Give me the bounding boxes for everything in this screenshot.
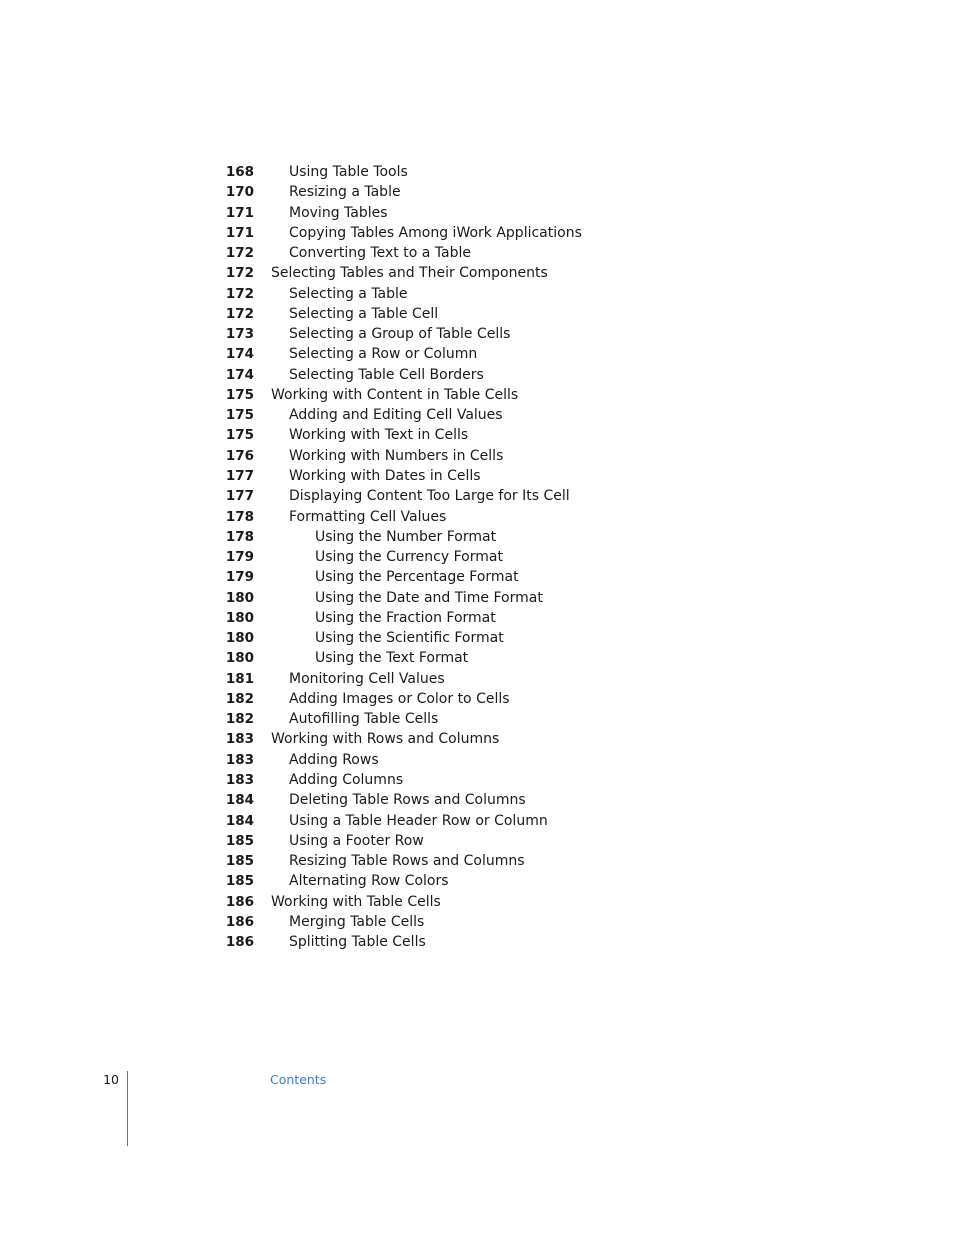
toc-title: Working with Text in Cells [289, 427, 469, 444]
toc-title: Using the Scientific Format [315, 630, 504, 647]
toc-title: Using the Fraction Format [315, 609, 496, 626]
toc-page-number: 170 [225, 184, 254, 201]
toc-page-number: 172 [225, 305, 254, 322]
toc-title: Selecting a Row or Column [289, 346, 478, 363]
toc-page-number: 182 [225, 711, 254, 728]
toc-page-number: 180 [225, 630, 254, 647]
toc-page-number: 186 [225, 893, 254, 910]
toc-title: Alternating Row Colors [289, 873, 449, 890]
toc-title: Selecting a Table Cell [289, 305, 439, 322]
toc-title: Converting Text to a Table [289, 245, 471, 262]
toc-entry[interactable] [0, 344, 954, 364]
toc-title: Formatting Cell Values [289, 508, 447, 525]
toc-entry[interactable] [0, 365, 954, 385]
toc-page-number: 177 [225, 467, 254, 484]
toc-title: Adding Images or Color to Cells [289, 690, 510, 707]
toc-title: Selecting Table Cell Borders [289, 366, 484, 383]
toc-page-number: 183 [225, 731, 254, 748]
toc-title: Selecting Tables and Their Components [271, 265, 548, 282]
toc-entry[interactable] [0, 203, 954, 223]
toc-title: Copying Tables Among iWork Applications [289, 224, 582, 241]
toc-page-number: 183 [225, 771, 254, 788]
toc-entry[interactable] [0, 304, 954, 324]
toc-title: Selecting a Group of Table Cells [289, 326, 511, 343]
toc-entry[interactable] [0, 790, 954, 810]
toc-title: Using the Text Format [315, 650, 469, 667]
toc-entry[interactable] [0, 608, 954, 628]
toc-entry[interactable] [0, 263, 954, 283]
toc-page-number: 186 [225, 934, 254, 951]
toc-entry[interactable] [0, 709, 954, 729]
toc-title: Adding Columns [289, 771, 404, 788]
toc-entry[interactable] [0, 182, 954, 202]
toc-page-number: 183 [225, 751, 254, 768]
toc-entry[interactable] [0, 446, 954, 466]
toc-title: Working with Table Cells [271, 893, 441, 910]
toc-page-number: 182 [225, 690, 254, 707]
toc-page-number: 178 [225, 528, 254, 545]
toc-entry[interactable] [0, 284, 954, 304]
toc-page-number: 171 [225, 204, 254, 221]
toc-page-number: 180 [225, 650, 254, 667]
toc-page-number: 186 [225, 913, 254, 930]
toc-page-number: 175 [225, 407, 254, 424]
toc-title: Resizing Table Rows and Columns [289, 853, 525, 870]
footer-page-number: 10 [103, 1072, 119, 1087]
toc-title: Using Table Tools [289, 164, 408, 180]
footer-divider [127, 1071, 128, 1146]
toc-entry[interactable] [0, 466, 954, 486]
toc-title: Using a Footer Row [289, 832, 424, 849]
toc-page-number: 181 [225, 670, 254, 687]
toc-page-number: 185 [225, 853, 254, 870]
toc-page-number: 178 [225, 508, 254, 525]
toc-entry[interactable] [0, 385, 954, 405]
toc-title: Autofilling Table Cells [289, 711, 439, 728]
toc-page-number: 185 [225, 873, 254, 890]
toc-title: Splitting Table Cells [289, 934, 426, 951]
toc-entry[interactable] [0, 486, 954, 506]
toc-entry[interactable] [0, 324, 954, 344]
table-of-contents [0, 162, 954, 952]
toc-page-number: 175 [225, 386, 254, 403]
toc-entry[interactable] [0, 162, 954, 182]
toc-entry[interactable] [0, 547, 954, 567]
toc-entry[interactable] [0, 669, 954, 689]
toc-entry[interactable] [0, 770, 954, 790]
toc-title: Using the Currency Format [315, 549, 503, 566]
toc-title: Using a Table Header Row or Column [289, 812, 548, 829]
toc-entry[interactable] [0, 648, 954, 668]
toc-page-number: 179 [225, 549, 254, 566]
toc-page-number: 174 [225, 366, 254, 383]
toc-title: Adding and Editing Cell Values [289, 407, 503, 424]
toc-title: Working with Rows and Columns [271, 731, 500, 748]
toc-title: Selecting a Table [289, 285, 408, 302]
toc-page-number: 177 [225, 488, 254, 505]
toc-title: Working with Numbers in Cells [289, 447, 504, 464]
toc-entry[interactable] [0, 628, 954, 648]
toc-entry[interactable] [0, 851, 954, 871]
toc-page-number: 172 [225, 245, 254, 262]
toc-entry[interactable] [0, 567, 954, 587]
toc-entry[interactable] [0, 527, 954, 547]
toc-entry[interactable] [0, 689, 954, 709]
toc-page-number: 180 [225, 609, 254, 626]
toc-entry[interactable] [0, 750, 954, 770]
toc-page-number: 180 [225, 589, 254, 606]
toc-page-number: 184 [225, 812, 254, 829]
toc-title: Using the Percentage Format [315, 569, 519, 586]
toc-title: Resizing a Table [289, 184, 401, 201]
toc-page-number: 176 [225, 447, 254, 464]
toc-entry[interactable] [0, 912, 954, 932]
toc-entry[interactable] [0, 932, 954, 952]
toc-entry[interactable] [0, 871, 954, 891]
toc-page-number: 172 [225, 285, 254, 302]
toc-page-number: 168 [225, 164, 254, 180]
toc-title: Merging Table Cells [289, 913, 425, 930]
toc-entry[interactable] [0, 588, 954, 608]
toc-page-number: 175 [225, 427, 254, 444]
toc-page-number: 174 [225, 346, 254, 363]
toc-entry[interactable] [0, 223, 954, 243]
toc-entry[interactable] [0, 405, 954, 425]
toc-page-number: 173 [225, 326, 254, 343]
toc-title: Deleting Table Rows and Columns [289, 792, 526, 809]
toc-title: Working with Dates in Cells [289, 467, 481, 484]
toc-page-number: 179 [225, 569, 254, 586]
toc-entry[interactable] [0, 831, 954, 851]
toc-page-number: 171 [225, 224, 254, 241]
toc-title: Using the Date and Time Format [315, 589, 543, 606]
toc-entry[interactable] [0, 729, 954, 749]
toc-entry[interactable] [0, 507, 954, 527]
toc-entry[interactable] [0, 425, 954, 445]
toc-title: Moving Tables [289, 204, 388, 221]
toc-page-number: 172 [225, 265, 254, 282]
toc-title: Working with Content in Table Cells [271, 386, 519, 403]
toc-title: Using the Number Format [315, 528, 497, 545]
toc-title: Monitoring Cell Values [289, 670, 445, 687]
toc-page-number: 185 [225, 832, 254, 849]
footer-section-link[interactable]: Contents [270, 1072, 327, 1087]
toc-entry[interactable] [0, 811, 954, 831]
toc-page-number: 184 [225, 792, 254, 809]
toc-title: Adding Rows [289, 751, 379, 768]
toc-title: Displaying Content Too Large for Its Cell [289, 488, 570, 505]
toc-entry[interactable] [0, 892, 954, 912]
toc-entry[interactable] [0, 243, 954, 263]
